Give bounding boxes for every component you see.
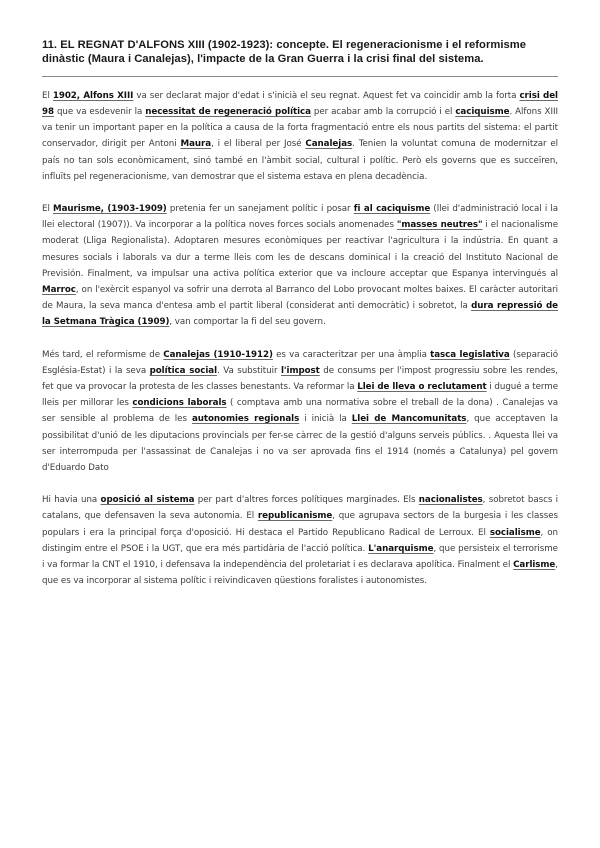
key-term: nacionalistes [418,495,483,506]
paragraph-canalejas [42,347,558,477]
key-term: necessitat de regeneració política [145,107,311,118]
key-term: 1902, Alfons XIII [52,90,134,101]
key-term: condicions laborals [132,398,227,409]
paragraph-maurisme [42,201,558,331]
key-term: Maura [180,139,212,150]
paragraph-text: , que acceptaven la possibilitat d'unió de les diputacions provincials per fer-se càrrec de la gestió d'alguns serveis públics. . Aquesta llei va ser interrompuda per l'assassinat de Canalejas i no va ser aprovada fins el 1914 (només a Catalunya) pel govern d'Eduardo Dato [42,414,558,474]
key-term: oposició al sistema [100,495,195,506]
paragraph-text: (separació Església-Estat) i la seva [42,349,558,376]
paragraph-text: per acabar amb la corrupció i el [310,107,456,118]
key-term: republicanisme [257,511,333,522]
paragraph-text: (llei d'administració local i la llei electoral (1907)). Va incorporar a la política noves forces socials anomenades [42,204,559,231]
key-term: l'impost [281,365,320,376]
key-term: socialisme [489,527,541,538]
paragraph-text: es va caracteritzar per una àmplia [272,349,431,360]
paragraph-text: i inicià la [299,414,352,425]
paragraph-text: de consums per l'impost progressiu sobre les rendes, fet que va provocar la protesta de les classes benestants. Va reformar la [42,365,558,393]
key-term: Canalejas (1910-1912) [163,349,273,360]
paragraph-text: i dugué a terme lleis per millorar les [42,382,558,409]
key-term: fi al caciquisme [353,204,431,215]
paragraph-text: , i el liberal per José [211,139,306,150]
key-term: caciquisme [455,107,510,118]
paragraph-text: . Alfons XIII va tenir un important paper en la política a causa de la forta fragmentació entre els nous partits del sistema: el partit conservador, dirigit per Antoni [42,107,558,150]
document-title: 11. EL REGNAT D'ALFONS XIII (1902-1923): concepte. El regeneracionisme i el reformisme dinàstic (Maura i Canalejas), l'impacte de la Gran Guerra i la crisi final del sistema. [42,39,527,66]
key-term: "masses neutres" [396,220,483,231]
key-term: Marroc [42,285,76,296]
paragraph-text: Més tard, el reformisme de [42,349,164,360]
paragraph-text: , que agrupava sectors de la burgesia i les classes populars i era la principal força d'oposició. Hi destaca el Partido Republicano Radical de Lerroux. El [42,511,558,538]
key-term: política social [149,365,218,376]
paragraph-text: va ser declarat major d'edat i s'inicià el seu regnat. Aquest fet va coincidir amb la forta [133,90,520,101]
key-term: Maurisme, (1903-1909) [53,204,167,215]
paragraph-text: , on l'exèrcit espanyol va sofrir una derrota al Barranco del Lobo provocant moltes baixes. El caràcter autoritari de Maura, la seva manca d'entesa amb el partit liberal (considerat anti democràtic) i sobretot, la [42,285,558,312]
paragraph-text: , sobretot bascs i catalans, que defensaven la seva autonomia. El [42,495,559,522]
key-term: autonomies regionals [191,414,300,425]
paragraph-text: que va esdevenir la [54,107,146,118]
key-term: Llei de Mancomunitats [351,414,467,425]
paragraph-text: Hi havia una [42,495,101,506]
paragraph-text: El [42,204,53,215]
paragraph-text: , que persisteix el terrorisme i va formar la CNT el 1910, i defensava la independència del proletariat i es declarava apolítica. Finalment el [42,543,558,571]
paragraph-text: ( comptava amb una normativa sobre el treball de la dona) . Canalejas va ser sensible al problema de les [42,398,558,425]
key-term: Canalejas [305,139,353,150]
paragraph-text: El [42,90,53,101]
paragraph-text: pretenia fer un sanejament polític i posar [166,204,354,215]
key-term: L'anarquisme [368,543,434,554]
paragraph-text: . Va substituir [217,365,281,376]
paragraph-text: per part d'altres forces polítiques marginades. Els [194,495,419,506]
key-term: tasca legislativa [430,349,510,360]
title-divider [42,76,558,77]
paragraph-opposition [42,492,558,589]
key-term: Llei de lleva o reclutament [357,382,487,393]
paragraph-regency [42,88,558,185]
key-term: Carlisme [513,560,556,571]
paragraph-text: , on distingim entre el PSOE i la UGT, que era més partidària de l'acció política. [42,527,558,554]
key-term: crisi del 98 [42,90,558,118]
paragraph-text: , van comportar la fi del seu govern. [169,317,326,328]
key-term: dura repressió de la Setmana Tràgica (1909) [42,301,558,328]
paragraph-text: , que es va incorporar al sistema polític i reivindicaven qüestions foralistes i autonomistes. [42,560,558,587]
paragraph-text: i el nacionalisme moderat (Lliga Regionalista). Adoptaren mesures econòmiques per reactivar l'agricultura i la indústria. En quant a mesures socials i laborals va dur a terme lleis com les de descans dominical i la creació del Instituto Nacional de Previsión. Finalment, va impulsar una activa política exterior que va incloure acceptar que Espanya intervingués al [42,220,559,279]
paragraph-text: . Tenien la voluntat comuna de modernitzar el país no tan sols econòmicament, sinó també en l'àmbit social, cultural i polític. Però els governs que es succeïren, influïts pel regeneracionisme, van demostrar que el sistema estava en plena decadència. [42,139,559,182]
